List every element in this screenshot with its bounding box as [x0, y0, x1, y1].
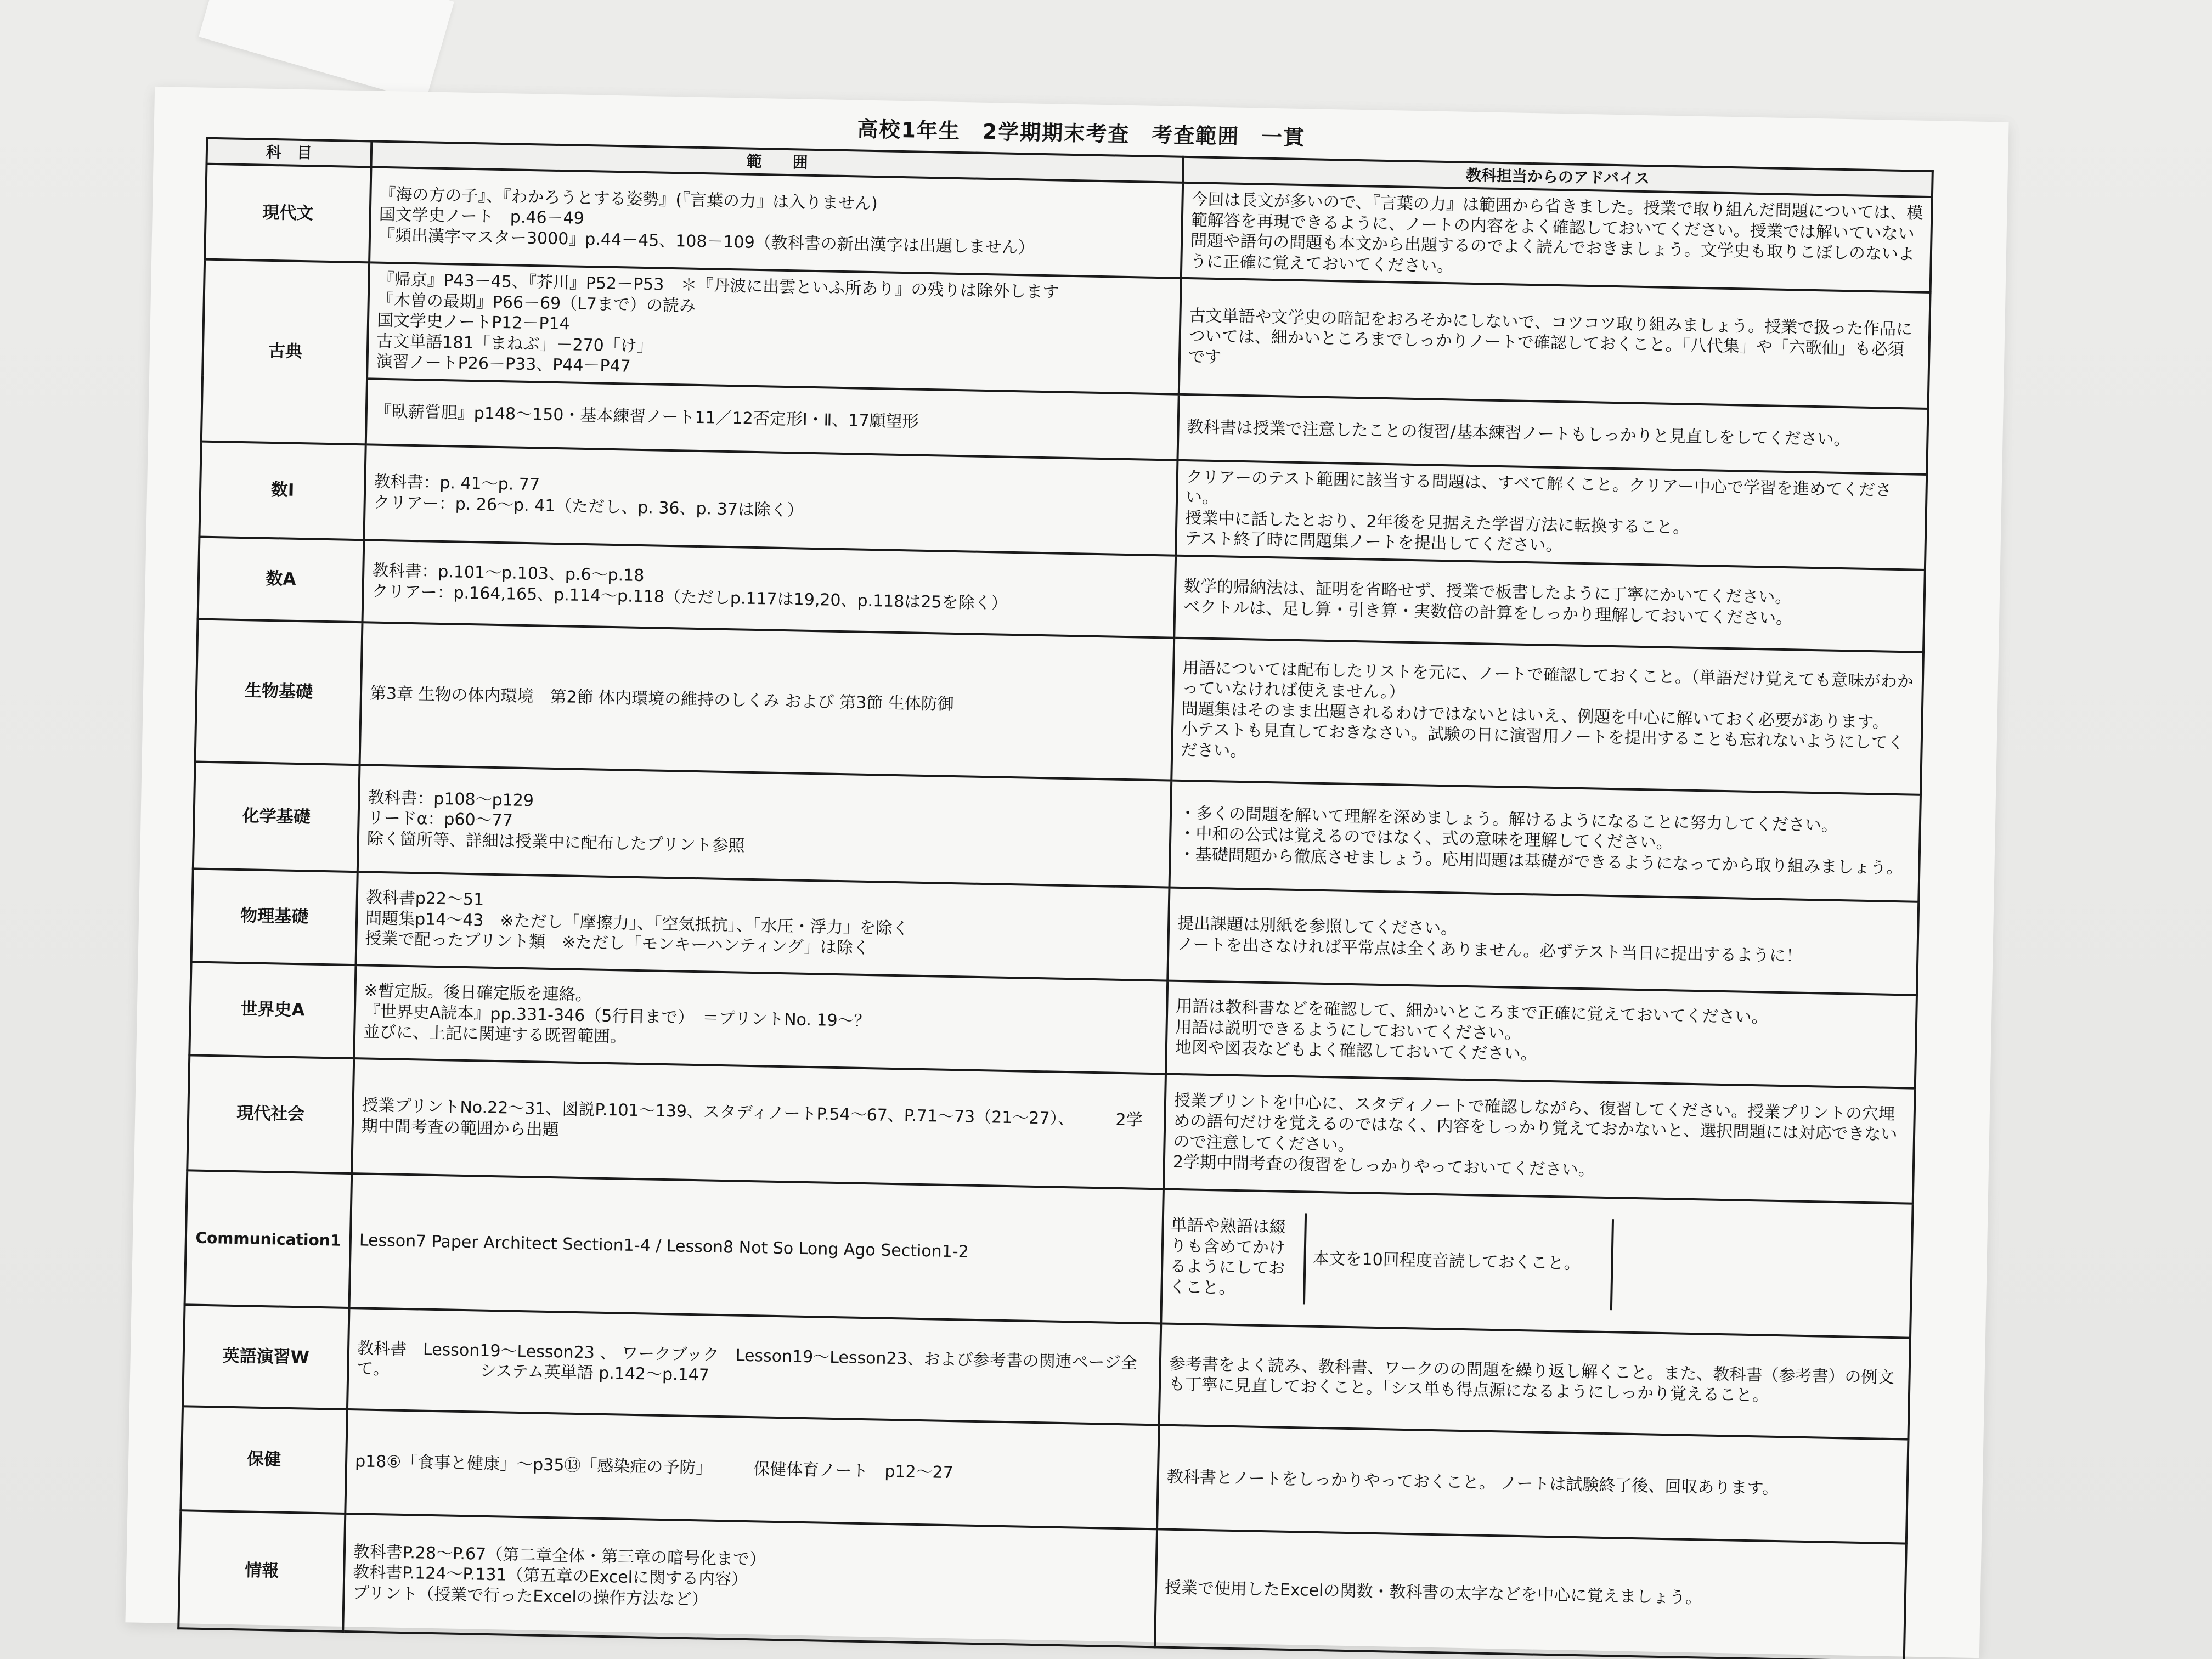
range-cell: p18⑥「食事と健康」～p35⑬「感染症の予防」 保健体育ノート p12～27 [345, 1409, 1159, 1528]
advice-cell: クリアーのテスト範囲に該当する問題は、すべて解くこと。クリアー中心で学習を進めてください。 授業中に話したとおり、2年後を見据えた学習方法に転換すること。 テスト終了時に問題集ノートを提出してください。 [1176, 460, 1927, 569]
background-paper-corner [199, 0, 454, 102]
advice-cell: 教科書とノートをしっかりやっておくこと。 ノートは試験終了後、回収あります。 [1157, 1425, 1908, 1543]
range-cell: 教科書 Lesson19～Lesson23 、 ワークブック Lesson19～Lesson23、および参考書の関連ページ全て。 システム英単語 p.142～p.147 [347, 1308, 1161, 1425]
subject-cell: 現代社会 [187, 1055, 354, 1173]
advice-empty-area [1612, 1219, 1911, 1316]
range-cell: 授業プリントNo.22～31、図説P.101～139、スタディノートP.54～67、P.71～73（21～27）、 2学期中間考査の範囲から出題 [352, 1058, 1166, 1189]
subject-cell: 世界史A [189, 962, 356, 1058]
range-cell: 第3章 生物の体内環境 第2節 体内環境の維持のしくみ および 第3節 生体防御 [360, 622, 1175, 780]
advice-column-header: 教科担当からのアドバイス [1183, 157, 1933, 197]
subject-cell: 数A [198, 537, 364, 622]
advice-cell: 今回は長文が多いので、『言葉の力』は範囲から省きました。授業で取り組んだ問題については、模範解答を再現できるように、ノートの内容をよく確認しておいてください。授業では解いていない問題や語句の問題も本文から出題するのでよく読んでおきましょう。文学史も取りこぼしのないように正確に覚えておいてください。 [1181, 183, 1932, 292]
advice-cell: 用語は教科書などを確認して、細かいところまで正確に覚えておいてください。 用語は説明できるようにしておいてください。 地図や図表などもよく確認しておいてください。 [1166, 980, 1917, 1088]
range-cell: 教科書：p108～p129 リードα：p60～77 除く箇所等、詳細は授業中に配布したプリント参照 [358, 765, 1171, 887]
advice-cell: 教科書は授業で注意したことの復習/基本練習ノートもしっかりと見直しをしてください。 [1177, 394, 1928, 474]
range-cell: Lesson7 Paper Architect Section1-4 / Lesson8 Not So Long Ago Section1-2 [349, 1173, 1164, 1323]
range-cell: ※暫定版。後日確定版を連絡。 『世界史A読本』pp.331-346（5行目まで） ＝プリントNo. 19～？ 並びに、上記に関連する既習範囲。 [354, 965, 1167, 1074]
advice-cell: 古文単語や文学史の暗記をおろそかにしないで、コツコツ取り組みましょう。授業で扱った作品については、細かいところまでしっかりノートで確認しておくこと。「八代集」や「六歌仙」も必須です [1179, 278, 1931, 409]
range-column-header: 範 囲 [371, 141, 1183, 182]
advice-cell: 授業で使用したExcelの関数・教科書の太字などを中心に覚えましょう。 [1155, 1529, 1906, 1659]
range-cell: 『海の方の子』、『わかろうとする姿勢』(『言葉の力』は入りません) 国文学史ノート p.46－49 『頻出漢字マスター3000』p.44－45、108－109（教科書の新出漢字は出題しません） [369, 167, 1183, 278]
advice-part-vocabulary: 単語や熟語は綴りも含めてかけるようにしておくこと。 [1163, 1211, 1307, 1305]
subject-cell: 化学基礎 [193, 761, 360, 872]
range-cell: 教科書：p.101～p.103、p.6～p.18 クリアー：p.164,165、p.114～p.118（ただしp.117は19,20、p.118は25を除く） [363, 540, 1176, 637]
advice-cell: 授業プリントを中心に、スタディノートで確認しながら、復習してください。授業プリントの穴埋めの語句だけを覚えるのではなく、内容をしっかり覚えておかないと、選択問題には対応できないので注意してください。 2学期中間考査の復習をしっかりやっておいてください。 [1164, 1074, 1915, 1203]
exam-range-sheet [125, 87, 2008, 1658]
range-cell: 『帰京』P43－45、『芥川』P52－P53 ＊『丹波に出雲といふ所あり』の残りは除外します 『木曽の最期』P66－69（L7まで）の読み 国文学史ノートP12－P14 古文単語181「まねぶ」－270「け」 演習ノートP26－P33、P44－P47 [367, 262, 1181, 394]
advice-cell: 参考書をよく読み、教科書、ワークのの問題を繰り返し解くこと。また、教科書（参考書）の例文も丁寧に見直しておくこと。「シス単も得点源になるようにしっかり覚えること。 [1159, 1323, 1910, 1439]
subject-cell: 生物基礎 [195, 619, 363, 765]
subject-cell: 数Ⅰ [199, 441, 365, 540]
advice-cell: 提出課題は別紙を参照してください。 ノートを出さなければ平常点は全くありません。必ずテスト当日に提出するように！ [1167, 887, 1918, 995]
range-cell: 『臥薪嘗胆』p148～150・基本練習ノート11／12否定形Ⅰ・Ⅱ、17願望形 [366, 379, 1179, 460]
advice-cell: ・多くの問題を解いて理解を深めましょう。解けるようになることに努力してください。 ・中和の公式は覚えるのではなく、式の意味を理解してください。 ・基礎問題から徹底させましょう。応用問題は基礎ができるようになってから取り組みましょう。 [1170, 780, 1921, 901]
exam-range-table [177, 137, 1934, 1659]
subject-cell: 情報 [178, 1510, 345, 1632]
subject-cell: Communication1 [185, 1170, 352, 1308]
subject-cell: 英語演習W [183, 1305, 349, 1409]
advice-cell-split [1161, 1189, 1912, 1338]
subject-cell: 物理基礎 [191, 868, 358, 965]
advice-cell: 数学的帰納法は、証明を省略せず、授業で板書したように丁寧にかいてください。 ベクトルは、足し算・引き算・実数倍の計算をしっかり理解しておいてください。 [1174, 555, 1925, 652]
document-title: 高校1年生 2学期期末考査 考査範囲 一貫 [857, 117, 1306, 150]
subject-column-header: 科 目 [207, 138, 372, 167]
range-cell: 教科書P.28～P.67（第二章全体・第三章の暗号化まで） 教科書P.124～P.131（第五章のExcelに関する内容） プリント（授業で行ったExcelの操作方法など） [343, 1513, 1157, 1646]
subject-cell: 現代文 [205, 164, 371, 263]
range-cell: 教科書p22～51 問題集p14～43 ※ただし「摩擦力」、「空気抵抗」、「水圧・浮力」を除く 授業で配ったプリント類 ※ただし「モンキーハンティング」は除く [356, 872, 1170, 980]
advice-part-reading: 本文を10回程度音読しておくこと。 [1305, 1214, 1614, 1311]
subject-cell: 古典 [201, 259, 369, 444]
communication-advice-split [1163, 1211, 1911, 1316]
subject-cell: 保健 [180, 1406, 347, 1514]
advice-cell: 用語については配布したリストを元に、ノートで確認しておくこと。（単語だけ覚えても意味がわかっていなければ使えません。） 問題集はそのまま出題されるわけではないとはいえ、例題を中心に解いておく必要があります。 小テストも見直しておきなさい。試験の日に演習用ノートを提出することも忘れないようにしてください。 [1171, 637, 1923, 794]
range-cell: 教科書：p. 41～p. 77 クリアー：p. 26～p. 41（ただし、p. 36、p. 37は除く） [364, 444, 1177, 555]
